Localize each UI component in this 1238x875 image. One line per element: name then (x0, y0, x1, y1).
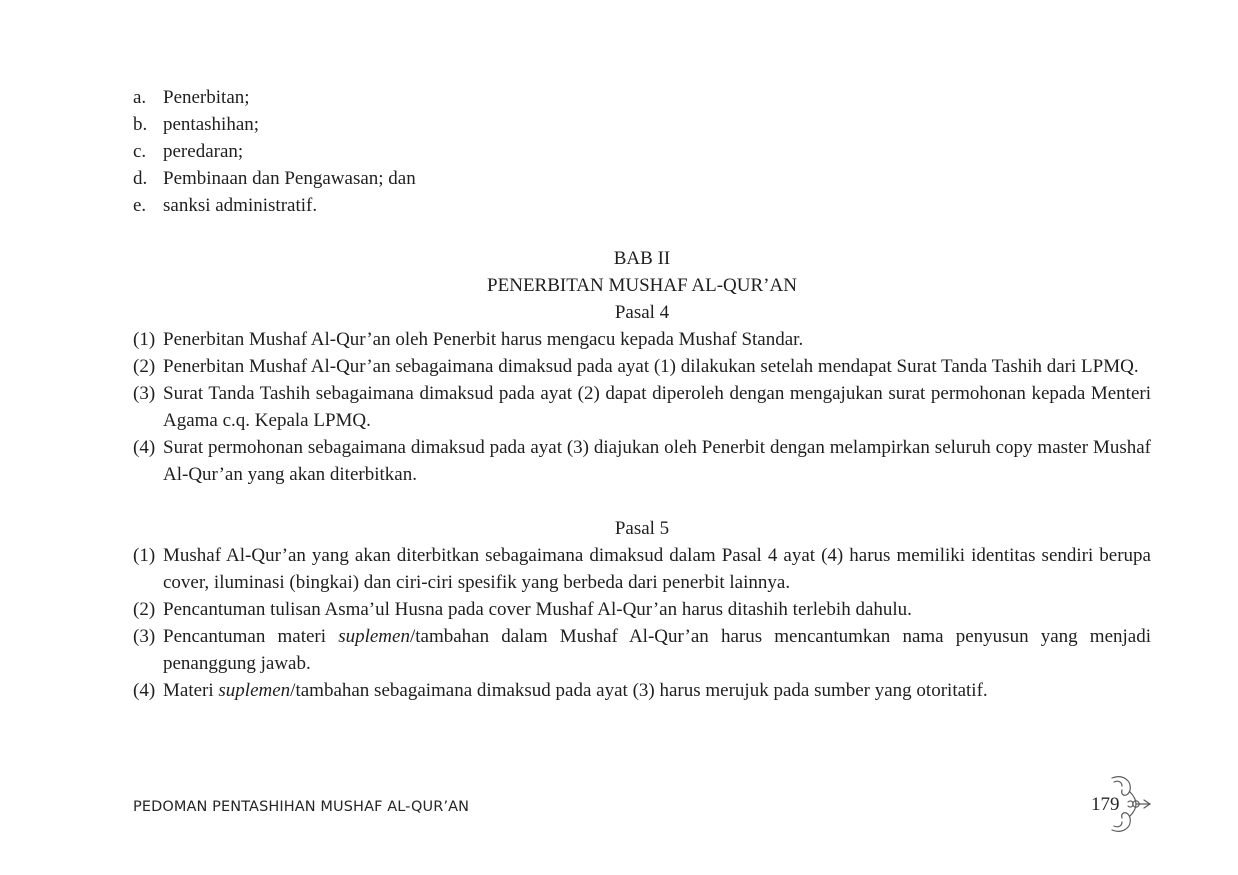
pasal-5-body (133, 542, 1151, 704)
list-item (133, 165, 1151, 192)
footer-title: PEDOMAN PENTASHIHAN MUSHAF AL-QUR’AN (133, 799, 470, 815)
pasal-4-body (133, 326, 1151, 488)
list-item (133, 192, 1151, 219)
ayat-paragraph (133, 542, 1151, 596)
ayat-paragraph (133, 623, 1151, 677)
ayat-text (163, 623, 1151, 677)
ayat-text: Pencantuman tulisan Asma’ul Husna pada cover Mushaf Al-Qur’an harus ditashih terlebih dahulu. (163, 599, 912, 620)
ayat-text: Surat Tanda Tashih sebagaimana dimaksud pada ayat (2) dapat diperoleh dengan mengajukan surat permohonan kepada Menteri Agama c.q. Kepala LPMQ. (163, 383, 1151, 431)
chapter-number: BAB II (613, 248, 671, 269)
list-item (133, 138, 1151, 165)
list-item (133, 111, 1151, 138)
ayat-text: Penerbitan Mushaf Al-Qur’an oleh Penerbit harus mengacu kepada Mushaf Standar. (163, 329, 804, 350)
ayat-marker: (2) (133, 599, 156, 620)
ayat-text: Penerbitan Mushaf Al-Qur’an sebagaimana dimaksud pada ayat (1) dilakukan setelah mendapat Surat Tanda Tashih dari LPMQ. (163, 356, 1139, 377)
list-item-text: Pembinaan dan Pengawasan; dan (163, 168, 416, 189)
ayat-marker: (4) (133, 437, 156, 458)
intro-list (133, 84, 1151, 219)
section-spacer (133, 219, 1151, 245)
floral-ornament-icon (1106, 772, 1154, 836)
list-marker: d. (133, 168, 148, 189)
section-spacer (133, 488, 1151, 515)
list-item-text: sanksi administratif. (163, 195, 318, 216)
list-item (133, 84, 1151, 111)
ayat-marker: (1) (133, 329, 156, 350)
ayat-text-start: Pencantuman materi (163, 626, 339, 647)
ayat-paragraph (133, 677, 1151, 704)
ayat-marker: (3) (133, 626, 156, 647)
page-number: 179 (1091, 794, 1120, 815)
ayat-text: Mushaf Al-Qur’an yang akan diterbitkan sebagaimana dimaksud dalam Pasal 4 ayat (4) harus memiliki identitas sendiri berupa cover, iluminasi (bingkai) dan ciri-ciri spesifik yang berbeda dari penerbit lainnya. (163, 545, 1151, 593)
list-marker: b. (133, 114, 148, 135)
ayat-text: Surat permohonan sebagaimana dimaksud pada ayat (3) diajukan oleh Penerbit dengan melampirkan seluruh copy master Mushaf Al-Qur’an yang akan diterbitkan. (163, 437, 1151, 485)
ayat-paragraph (133, 380, 1151, 434)
ayat-text-end: /tambahan sebagaimana dimaksud pada ayat (3) harus merujuk pada sumber yang otoritatif. (290, 680, 988, 701)
ayat-text (163, 677, 1151, 704)
chapter-title: PENERBITAN MUSHAF AL-QUR’AN (487, 275, 797, 296)
ayat-marker: (4) (133, 680, 156, 701)
ayat-paragraph (133, 326, 1151, 353)
list-item-text: peredaran; (163, 141, 244, 162)
emphasis-term: suplemen (338, 626, 410, 647)
pasal-5-heading: Pasal 5 (614, 518, 670, 539)
pasal-4-heading: Pasal 4 (614, 302, 670, 323)
ayat-text-end: /tambahan dalam Mushaf Al-Qur’an harus mencantumkan nama penyusun yang menjadi penanggung jawab. (163, 626, 1152, 674)
list-item-text: Penerbitan; (163, 87, 250, 108)
page-content (133, 84, 1151, 704)
ayat-paragraph (133, 353, 1151, 380)
ayat-paragraph (133, 434, 1151, 488)
list-item-text: pentashihan; (163, 114, 260, 135)
emphasis-term: suplemen (218, 680, 291, 701)
list-marker: c. (133, 141, 147, 162)
ayat-marker: (2) (133, 356, 156, 377)
ayat-marker: (1) (133, 545, 156, 566)
ayat-marker: (3) (133, 383, 156, 404)
ayat-paragraph (133, 596, 1151, 623)
list-marker: a. (133, 87, 147, 108)
ayat-text-start: Materi (163, 680, 219, 701)
list-marker: e. (133, 195, 147, 216)
